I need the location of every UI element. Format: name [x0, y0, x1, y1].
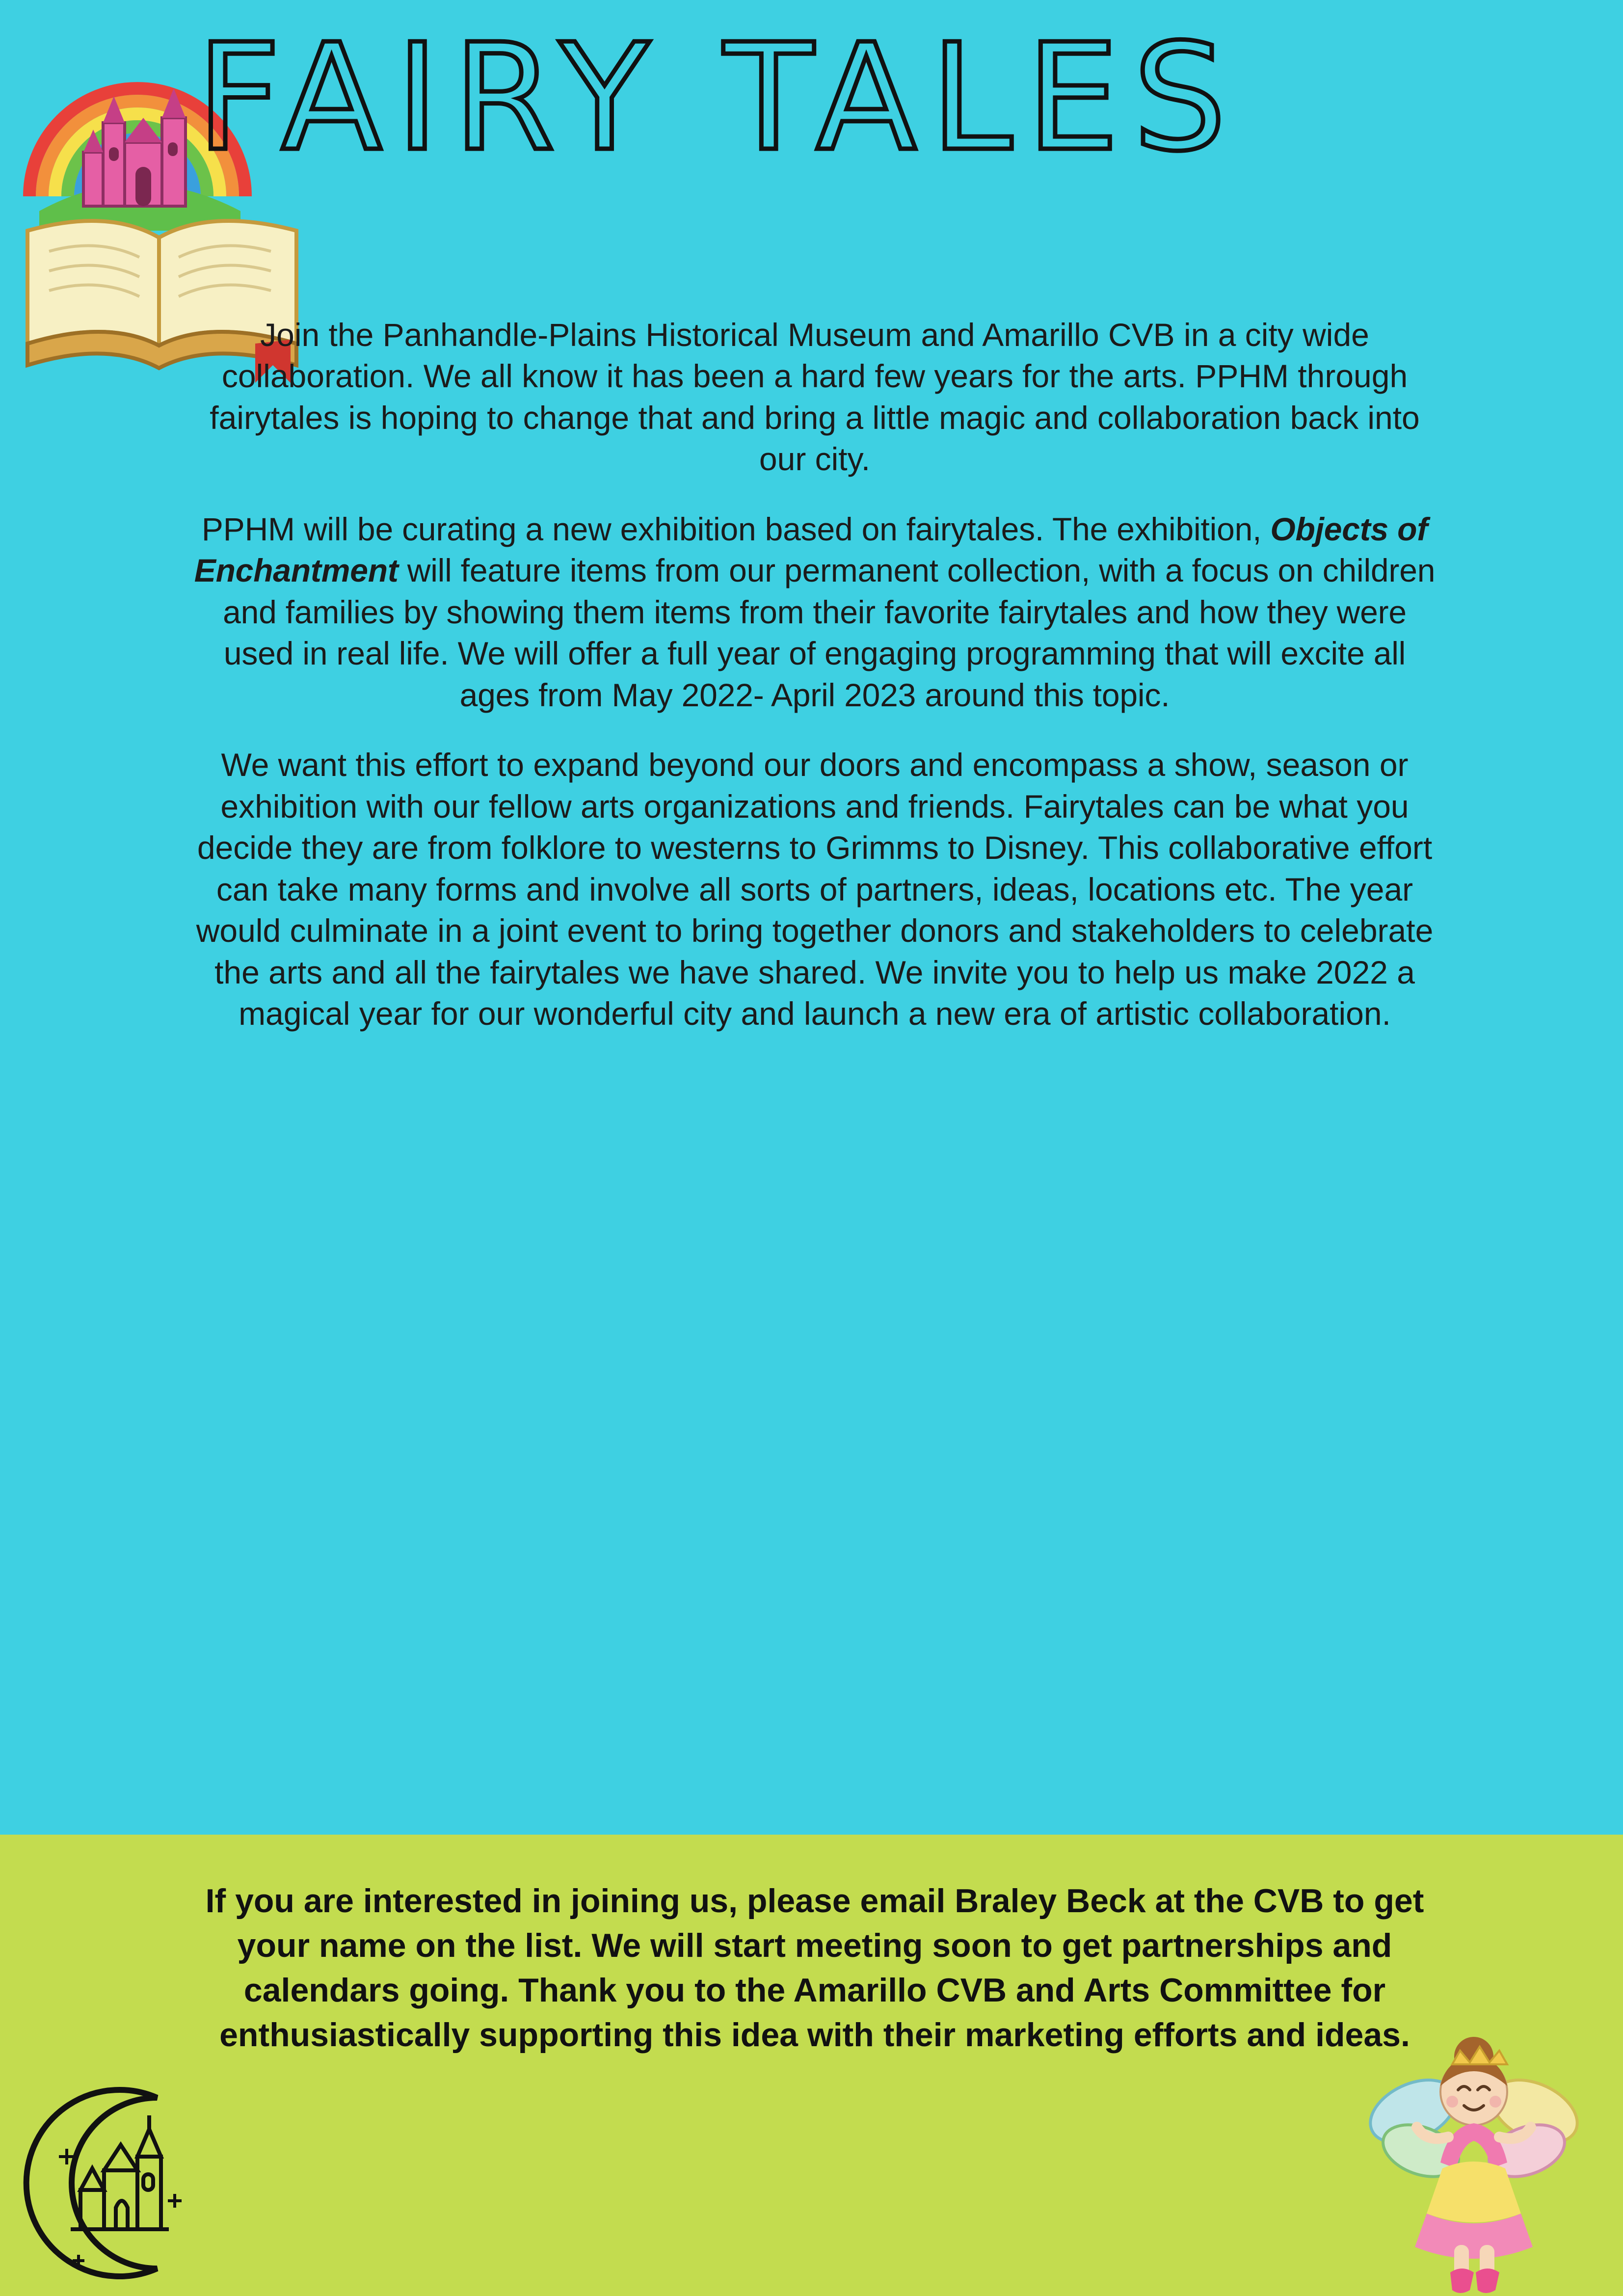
page-title: FAIRY TALES	[196, 12, 1240, 184]
footer-call-to-action: If you are interested in joining us, please email Braley Beck at the CVB to get your name on the list. We will start meeting soon to get partnerships and calendars going. Thank you to the Amarillo CVB and Arts Committee for enthusiastically supporting this idea with their marketing efforts and ideas.	[205, 1882, 1424, 2054]
paragraph-intro: Join the Panhandle-Plains Historical Museum and Amarillo CVB in a city wide collaboration. We all know it has been a hard few years for the arts. PPHM through fairytales is hoping to change that and bring a little magic and collaboration back into our city.	[210, 317, 1420, 478]
paragraph-collaboration: We want this effort to expand beyond our doors and encompass a show, season or exhibition with our fellow arts organizations and friends. Fairytales can be what you decide they are from folklore to westerns to Grimms to Disney. This collaborative effort can take many forms and involve all sorts of partners, ideas, locations etc. The year would culminate in a joint event to bring together donors and stakeholders to celebrate the arts and all the fairytales we have shared. We invite you to help us make 2022 a magical year for our wonderful city and launch a new era of artistic collaboration.	[196, 747, 1434, 1032]
crescent-moon-castle-icon	[10, 2080, 216, 2286]
body-copy	[186, 314, 1443, 1035]
paragraph-exhibition-before: PPHM will be curating a new exhibition based on fairytales. The exhibition,	[201, 510, 1271, 547]
exhibition-title: Objects of Enchantment	[194, 510, 1428, 589]
paragraph-exhibition-after: will feature items from our permanent collection, with a focus on children and families by showing them items from their favorite fairytales and how they were used in real life. We will offer a full year of engaging programming that will excite all ages from May 2022- April 2023 around this topic.	[223, 552, 1436, 713]
title-row	[0, 12, 1623, 304]
footer-band	[0, 1835, 1623, 2296]
fairy-icon	[1348, 2021, 1603, 2296]
paragraph-exhibition	[186, 508, 1443, 716]
